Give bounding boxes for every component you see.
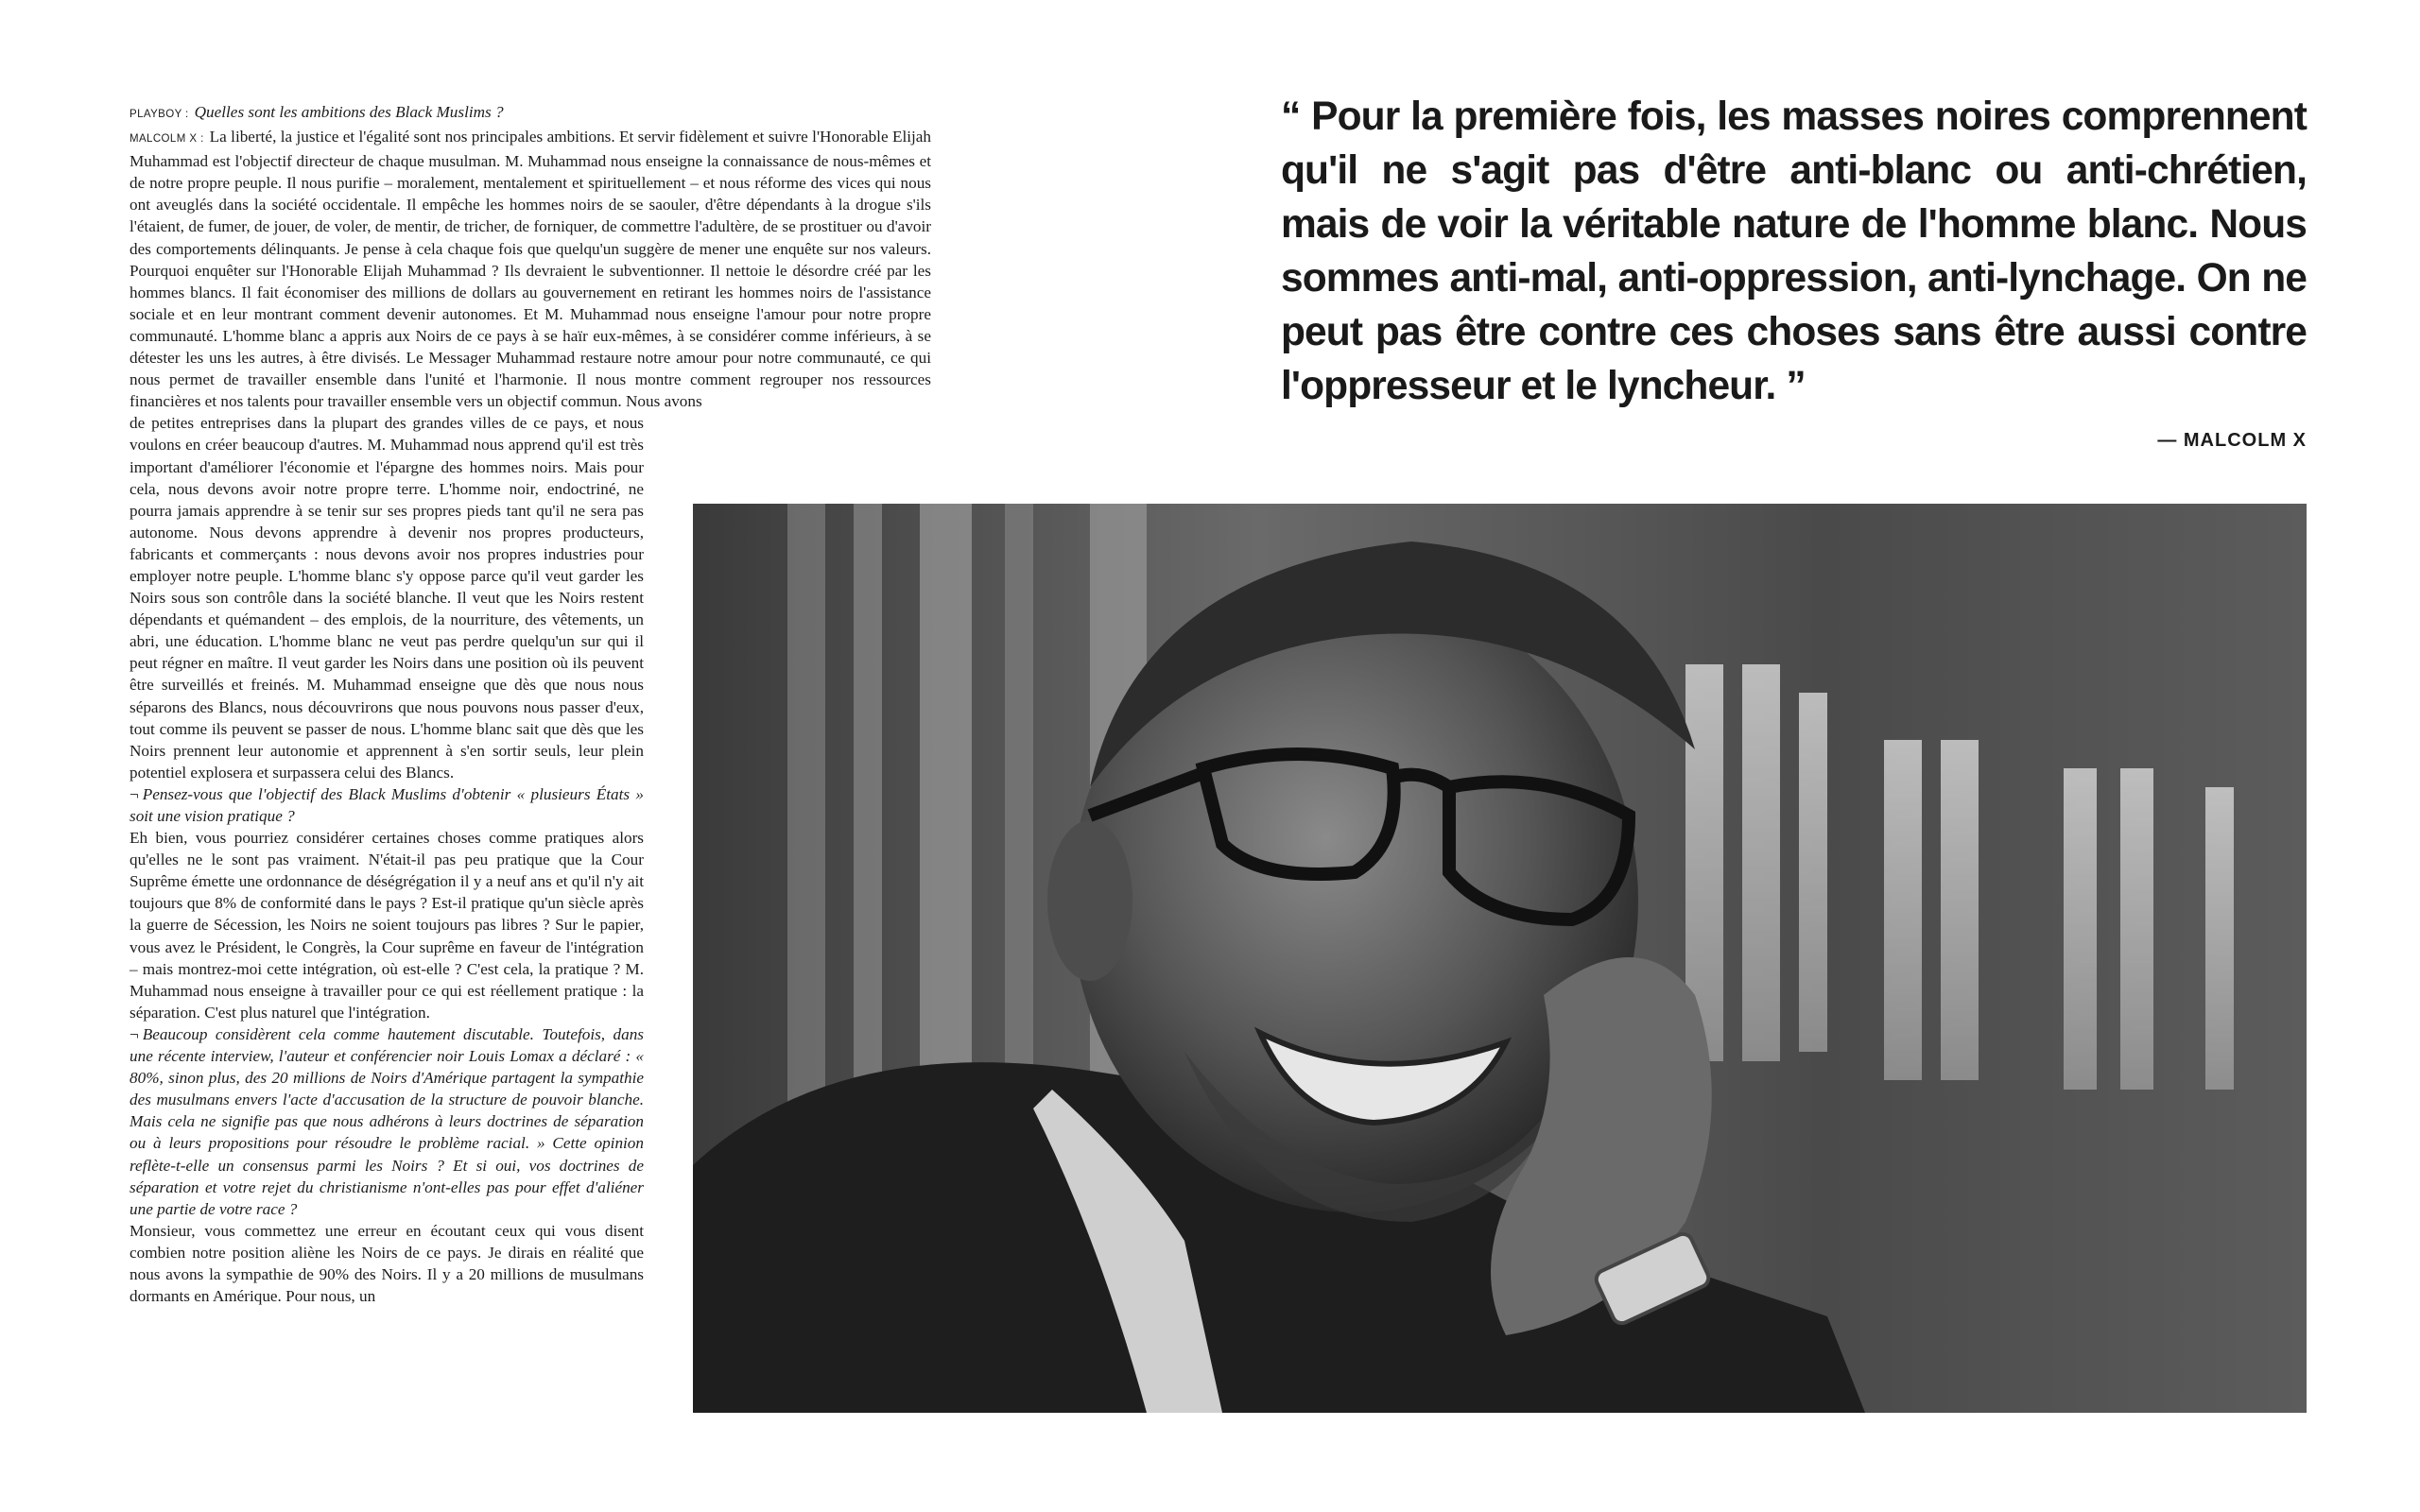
answer-block: Monsieur, vous commettez une erreur en écoutant ceux qui vous disent combien notre position aliène les Noirs de ce pays. Je dirais en réalité que nous avons la sympathie de 90% des Noirs. Il y a 20 millions de musulmans dormants en Amérique. Pour nous, un	[130, 1221, 644, 1306]
speaker-label: MALCOLM X :	[130, 133, 204, 146]
question-marker: ¬	[130, 784, 139, 803]
question-text: Pensez-vous que l'objectif des Black Muslims d'obtenir « plusieurs États » soit une vision pratique ?	[130, 784, 644, 825]
answer-continuation: de petites entreprises dans la plupart des grandes villes de ce pays, et nous voulons en créer beaucoup d'autres. M. Muhammad nous apprend qu'il est très important d'améliorer l'économie et l'épargne des hommes noirs. Mais pour cela, nous devons avoir notre propre terre. L'homme noir, endoctriné, ne pourra jamais apprendre à se tenir sur ses propres pieds tant qu'il ne sera pas autonome. Nous devons apprendre à devenir nos propres producteurs, fabricants et commerçants : nous devons avoir nos propres industries pour employer notre peuple. L'homme blanc s'y oppose parce qu'il veut garder les Noirs sous son contrôle dans la société blanche. Il veut que les Noirs restent dépendants et quémandent – des emplois, de la nourriture, des vêtements, un abri, une éducation. L'homme blanc ne veut pas perdre quelqu'un sur qui il peut régner en maître. Il veut garder les Noirs dans une position où ils peuvent être surveillés et freinés. M. Muhammad enseigne que dès que nous nous séparons des Blancs, nous découvrirons que nous pouvons nous passer d'eux, tout comme ils peuvent se passer de nous. L'homme blanc sait que dès que les Noirs prennent leur autonomie et apprennent à s'en sortir seuls, leur plein potentiel explosera et surpassera celui des Blancs.	[130, 414, 644, 782]
speaker-label: PLAYBOY :	[130, 109, 189, 120]
answer-block: Eh bien, vous pourriez considérer certaines choses comme pratiques alors qu'elles ne le sont pas vraiment. N'était-il pas peu pratique que la Cour Suprême émette une ordonnance de déségrégation il y a neuf ans et qu'il n'y ait toujours que 8% de conformité dans le pays ? Est-il pratique qu'un siècle après la guerre de Sécession, les Noirs ne soient toujours pas libres ? Sur le papier, vous avez le Président, le Congrès, la Cour suprême en faveur de l'intégration – mais montrez-moi cette intégration, où est-elle ? C'est cela, la pratique ? M. Muhammad nous enseigne à travailler pour ce qui est réellement pratique : la séparation. C'est plus naturel que l'intégration.	[130, 829, 644, 1022]
portrait-photo	[693, 504, 2307, 1413]
question-block	[130, 1023, 644, 1220]
pull-quote-attribution: — MALCOLM X	[2157, 430, 2307, 451]
portrait-illustration	[693, 504, 2307, 1413]
question-block	[130, 783, 644, 827]
answer-text: La liberté, la justice et l'égalité sont nos principales ambitions. Et servir fidèlement et suivre l'Honorable Elijah Muhammad est l'objectif directeur de chaque musulman. M. Muhammad nous enseigne la connaissance de nous-mêmes et de notre propre peuple. Il nous purifie – moralement, mentalement et spirituellement – et nous réforme des vices qui nous ont aveuglés dans la société occidentale. Il empêche les hommes noirs de se saouler, d'être dépendants à la drogue s'ils l'étaient, de fumer, de jouer, de voler, de mentir, de tricher, de forniquer, de commettre l'adultère, de se prostituer ou d'avoir des comportements délinquants. Je pense à cela chaque fois que quelqu'un suggère de mener une enquête sur nos valeurs. Pourquoi enquêter sur l'Honorable Elijah Muhammad ? Ils devraient le subventionner. Il nettoie le désordre créé par les hommes blancs. Il fait économiser des millions de dollars au gouvernement en retirant les hommes noirs de l'assistance sociale et en leur montrant comment devenir autonomes. Et M. Muhammad nous enseigne l'amour pour notre propre communauté. L'homme blanc a appris aux Noirs de ce pays à se haïr eux-mêmes, à se considérer comme inférieurs, à se détester les uns les autres, à être divisés. Le Messager Muhammad restaure notre amour pour notre communauté, ce qui nous permet de travailler ensemble dans l'unité et l'harmonie. Il nous montre comment regrouper nos ressources financières et nos talents pour travailler ensemble vers un objectif commun. Nous avons	[130, 128, 931, 411]
answer-block	[130, 126, 931, 412]
question-marker: ¬	[130, 1024, 139, 1043]
pull-quote: “ Pour la première fois, les masses noires comprennent qu'il ne s'agit pas d'être anti-blanc ou anti-chrétien, mais de voir la véritable nature de l'homme blanc. Nous sommes anti-mal, anti-oppression, anti-lynchage. On ne peut pas être contre ces choses sans être aussi contre l'oppresseur et le lyncheur. ”	[1281, 94, 2307, 408]
question-text: Beaucoup considèrent cela comme hautement discutable. Toutefois, dans une récente interview, l'auteur et conférencier noir Louis Lomax a déclaré : « 80%, sinon plus, des 20 millions de Noirs d'Amérique partagent la sympathie des musulmans envers l'acte d'accusation de la structure de pouvoir blanche. Mais cela ne signifie pas que nous adhérons à leurs doctrines de séparation ou à leurs propositions pour résoudre le problème racial. » Cette opinion reflète-t-elle un consensus parmi les Noirs ? Et si oui, vos doctrines de séparation et votre rejet du christianisme n'ont-elles pas pour effet d'aliéner une partie de votre race ?	[130, 1024, 644, 1218]
question-block	[130, 101, 931, 126]
question-text: Quelles sont les ambitions des Black Muslims ?	[194, 103, 504, 121]
